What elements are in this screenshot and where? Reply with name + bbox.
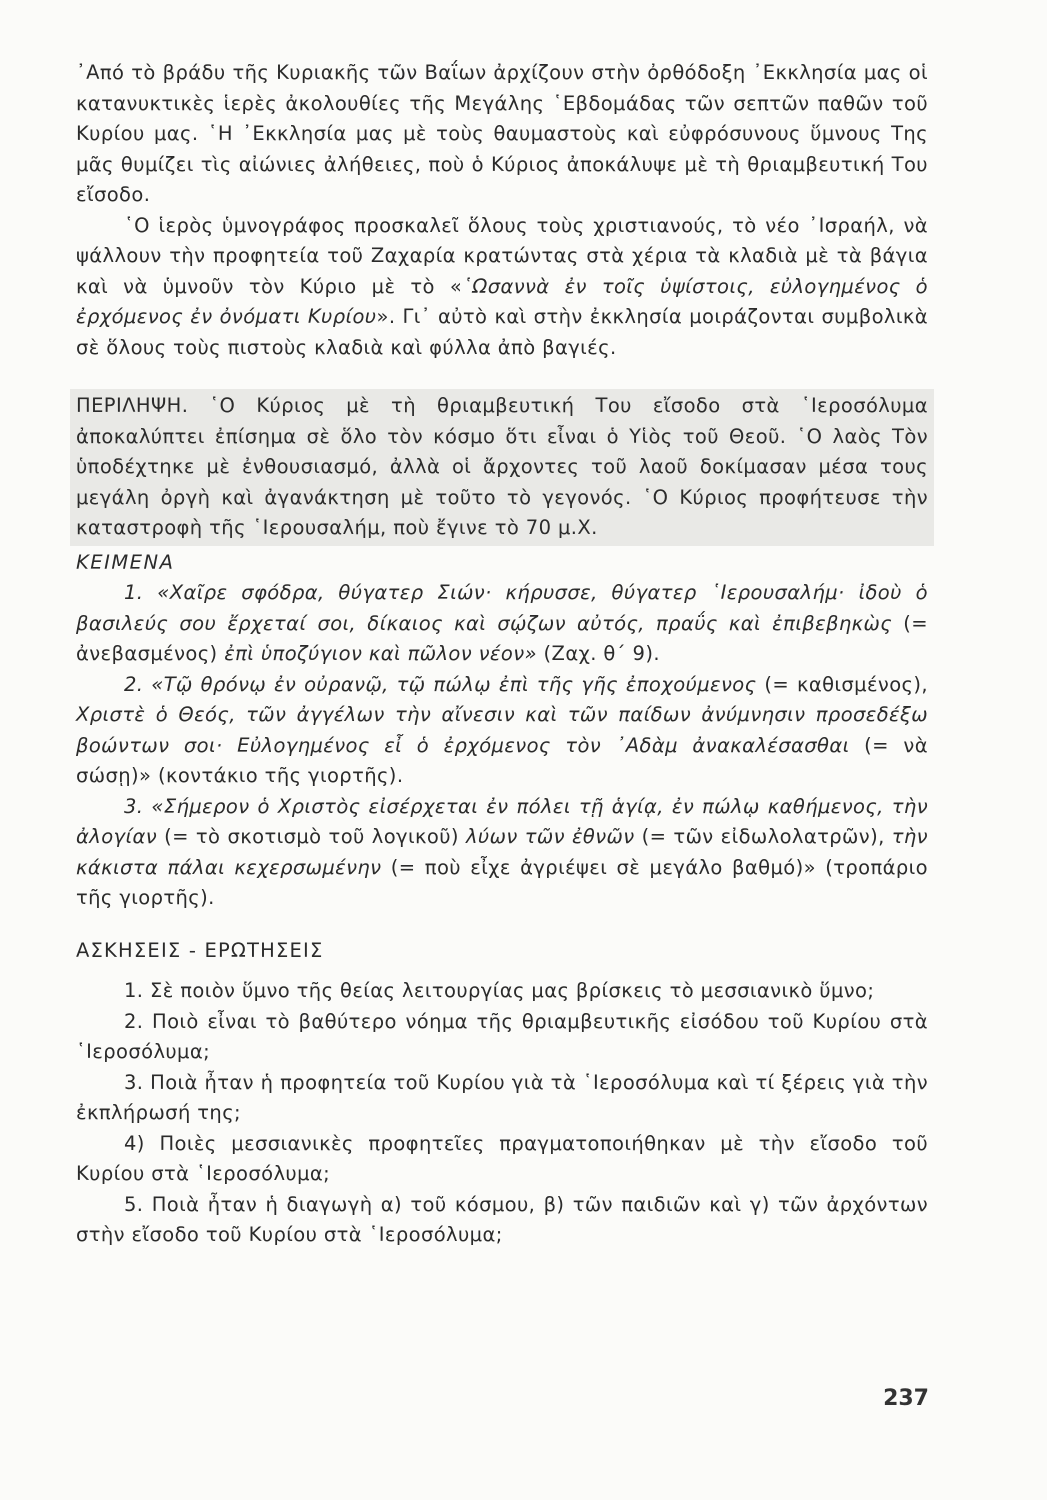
text-3-quote: 3. «Σήμερον ὁ Χριστὸς εἰσέρχεται ἐν πόλει τῇ ἁγίᾳ, ἐν πώλῳ καθήμενος, τὴν ἀλογίαν	[76, 794, 928, 848]
text-1-reference: (Ζαχ. θ´ 9).	[543, 642, 660, 665]
text-3-quote-end: τὴν κάκιστα πάλαι κεχερσωμένην	[76, 825, 928, 879]
summary-box	[70, 389, 934, 546]
text-3-quote-cont: λύων τῶν ἐθνῶν	[465, 825, 635, 848]
text-2-reference: (= νὰ σώσῃ)» (κοντάκιο τῆς γιορτῆς).	[76, 733, 928, 787]
question-5: 5. Ποιὰ ἦταν ἡ διαγωγὴ α) τοῦ κόσμου, β) τῶν παιδιῶν καὶ γ) τῶν ἀρχόντων στὴν εἴσοδο τοῦ Κυρίου στὰ ῾Ιεροσόλυμα;	[76, 1192, 928, 1246]
text-2-quote: 2. «Τῷ θρόνῳ ἐν οὐρανῷ, τῷ πώλῳ ἐπὶ τῆς γῆς ἐποχούμενος	[124, 672, 757, 696]
summary-label: ΠΕΡΙΛΗΨΗ.	[76, 394, 189, 417]
summary-text: ῾Ο Κύριος μὲ τὴ θριαμβευτική Του εἴσοδο στὰ ῾Ιεροσόλυμα ἀποκαλύπτει ἐπίσημα σὲ ὅλο τὸν κόσμο ὅτι εἶναι ὁ Υἱὸς τοῦ Θεοῦ. ῾Ο λαὸς Τὸν ὑποδέχτηκε μὲ ἐνθουσιασμό, ἀλλὰ οἱ ἄρχοντες τοῦ λαοῦ δοκίμασαν μέσα τους μεγάλη ὀργὴ καὶ ἀγανάκτηση μὲ τοῦτο τὸ γεγονός. ῾Ο Κύριος προφήτευσε τὴν καταστροφὴ τῆς ῾Ιερουσαλήμ, ποὺ ἔγινε τὸ 70 μ.Χ.	[76, 394, 928, 539]
question-3: 3. Ποιὰ ἦταν ἡ προφητεία τοῦ Κυρίου γιὰ τὰ ῾Ιεροσόλυμα καὶ τί ξέρεις γιὰ τὴν ἐκπλήρωσή της;	[76, 1070, 928, 1124]
question-4: 4) Ποιὲς μεσσιανικὲς προφητεῖες πραγματοποιήθηκαν μὲ τὴν εἴσοδο τοῦ Κυρίου στὰ ῾Ιεροσόλυμα;	[76, 1131, 928, 1185]
text-2-gloss: (= καθισμένος),	[764, 672, 928, 696]
intro-section	[76, 58, 928, 363]
text-item-1	[76, 578, 928, 670]
intro-p2-text: ῾Ο ἱερὸς ὑμνογράφος προσκαλεῖ ὅλους τοὺς χριστιανούς, τὸ νέο ᾿Ισραήλ, νὰ ψάλλουν τὴν προφητεία τοῦ Ζαχαρία κρατώντας στὰ χέρια τὰ κλαδιὰ μὲ τὰ βάγια καὶ νὰ ὑμνοῦν τὸν Κύριο μὲ τὸ «	[76, 213, 928, 298]
exercises-section	[76, 976, 928, 1251]
text-item-3	[76, 792, 928, 914]
question-2: 2. Ποιὸ εἶναι τὸ βαθύτερο νόημα τῆς θριαμβευτικῆς εἰσόδου τοῦ Κυρίου στὰ ῾Ιεροσόλυμα;	[76, 1009, 928, 1063]
text-1-gloss: (= ἀνεβασμένος)	[76, 611, 928, 665]
page-number: 237	[883, 1386, 929, 1411]
texts-heading: ΚΕΙΜΕΝΑ	[76, 550, 175, 574]
summary-paragraph	[76, 391, 928, 544]
text-item-2	[76, 670, 928, 792]
hosanna-quote: ῾Ωσαννὰ ἐν τοῖς ὑψίστοις, εὐλογημένος ὁ ἐρχόμενος ἐν ὀνόματι Κυρίου	[76, 274, 928, 328]
page-content	[76, 58, 928, 1251]
text-3-gloss-1: (= τὸ σκοτισμὸ τοῦ λογικοῦ)	[164, 825, 459, 848]
intro-p2-end: ». Γι᾿ αὐτὸ καὶ στὴν ἐκκλησία μοιράζονται συμβολικὰ σὲ ὅλους τοὺς πιστοὺς κλαδιὰ καὶ φύλλα ἀπὸ βαγιές.	[76, 305, 928, 359]
texts-section	[76, 578, 928, 914]
text-2-quote-cont: Χριστὲ ὁ Θεός, τῶν ἀγγέλων τὴν αἴνεσιν καὶ τῶν παίδων ἀνύμνησιν προσεδέξω βοώντων σοι· Εὐλογημένος εἶ ὁ ἐρχόμενος τὸν ᾿Αδὰμ ἀνακαλέσασθαι	[76, 703, 928, 757]
question-1: 1. Σὲ ποιὸν ὕμνο τῆς θείας λειτουργίας μας βρίσκεις τὸ μεσσιανικὸ ὕμνο;	[124, 979, 875, 1002]
text-3-reference: (= ποὺ εἶχε ἀγριέψει σὲ μεγάλο βαθμό)» (τροπάριο τῆς γιορτῆς).	[76, 855, 928, 909]
text-1-quote: 1. «Χαῖρε σφόδρα, θύγατερ Σιών· κήρυσσε, θύγατερ ῾Ιερουσαλήμ· ἰδοὺ ὁ βασιλεύς σου ἔρχεταί σοι, δίκαιος καὶ σῴζων αὐτός, πραΰς καὶ ἐπιβεβηκὼς	[76, 581, 928, 635]
text-3-gloss-2: (= τῶν εἰδωλολατρῶν),	[641, 825, 885, 848]
intro-paragraph-2	[76, 211, 928, 364]
text-1-quote-end: ἐπὶ ὑποζύγιον καὶ πῶλον νέον»	[224, 642, 537, 665]
intro-paragraph-1: ᾿Από τὸ βράδυ τῆς Κυριακῆς τῶν Βαΐων ἀρχίζουν στὴν ὀρθόδοξη ᾿Εκκλησία μας οἱ κατανυκτικὲς ἱερὲς ἀκολουθίες τῆς Μεγάλης ῾Εβδομάδας τῶν σεπτῶν παθῶν τοῦ Κυρίου μας. ῾Η ᾿Εκκλησία μας μὲ τοὺς θαυμαστοὺς καὶ εὐφρόσυνους ὕμνους Της μᾶς θυμίζει τὶς αἰώνιες ἀλήθειες, ποὺ ὁ Κύριος ἀποκάλυψε μὲ τὴ θριαμβευτική Του εἴσοδο.	[76, 61, 928, 206]
exercises-heading: ΑΣΚΗΣΕΙΣ - ΕΡΩΤΗΣΕΙΣ	[76, 938, 324, 962]
